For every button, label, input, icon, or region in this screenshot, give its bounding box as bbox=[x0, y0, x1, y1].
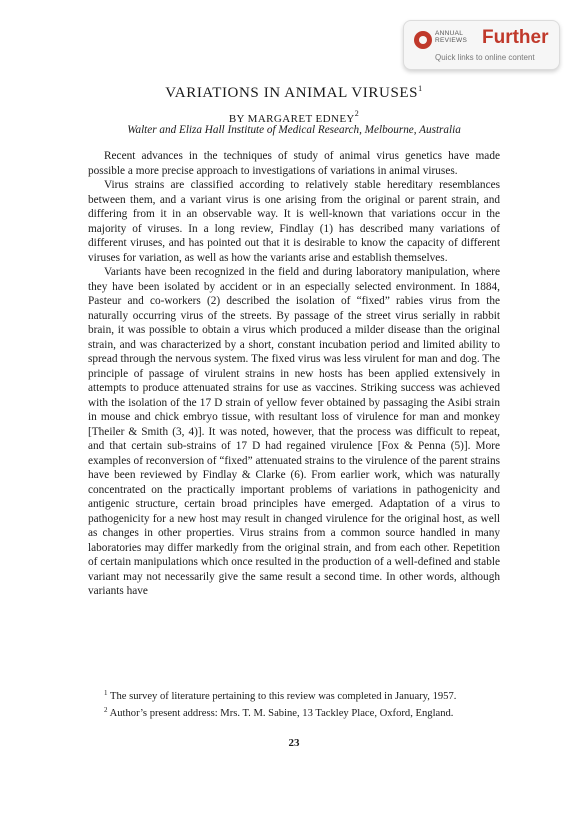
badge-publisher-name: ANNUAL REVIEWS bbox=[435, 30, 468, 44]
paragraph: Recent advances in the techniques of study of animal virus genetics have made possible a more precise approach to investigations of variations in animal viruses. bbox=[88, 150, 500, 177]
badge-subtitle: Quick links to online content bbox=[435, 53, 535, 62]
article-body bbox=[88, 149, 500, 599]
article-author: BY MARGARET EDNEY$^2$ bbox=[228, 109, 360, 125]
paragraph: Variants have been recognized in the field and during laboratory manipulation, where they have been isolated by accident or in an especially selected environment. In 1884, Pasteur and co-workers (2) described the isolation of “fixed” rabies virus from the naturally occurring virus of the streets. By passage of the street virus serially in rabbit brain, it was possible to obtain a virus which produced a milder disease than the original strain, and was characterized by a short, constant incubation period and limited ability to spread through the nervous system. The fixed virus was less virulent for man and dog. The principle of passage of virulent strains in new hosts has been applied extensively in attempts to produce attenuated strains for use as vaccines. Striking success was achieved with the isolation of the 17 D strain of yellow fever obtained by passaging the Asibi strain in mouse and chick embryo tissue, with resultant loss of virulence for man and monkey [Theiler & Smith (3, 4)]. It was noted, however, that the process was difficult to repeat, and that certain sub-strains of 17 D had regained virulence [Fox & Penna (5)]. More examples of reconversion of “fixed” attenuated strains to the virulence of the parent strains have been reviewed by Findlay & Clarke (6). From earlier work, which was naturally concentrated on the practically important problems of variations in pathogenicity and antigenic structure, certain broad principles have emerged. Adaptation of a virus to pathogenicity for a new host may result in changed virulence for the original host, as well as changes in other properties. Virus strains from a common source handled in many laboratories may differ markedly from the original strain, and from each other. Repetition of certain manipulations which once resulted in the production of a well-defined and stable variant may not necessarily give the same result a second time. In other words, although variants have bbox=[88, 266, 500, 597]
footnote-mark: 2 bbox=[104, 705, 108, 714]
author-footnote-mark: 2 bbox=[354, 109, 360, 118]
page-number: 23 bbox=[288, 737, 300, 749]
annual-reviews-logo-icon bbox=[414, 31, 432, 49]
title-footnote-mark: 1 bbox=[418, 84, 423, 93]
author-affiliation: Walter and Eliza Hall Institute of Medical Research, Melbourne, Australia bbox=[127, 124, 461, 136]
footnote-mark: 1 bbox=[104, 689, 108, 697]
paragraph: Virus strains are classified according to relatively stable hereditary resemblances between them, and a variant virus is one arising from the original or parent strain, and differing from it in an observable way. It is well-known that variations occur in the majority of viruses. In a long review, Findlay (1) has described many variations of different viruses, and has pointed out that it is desirable to know the capacity of different viruses for variation, as well as how the variants arise and establish themselves. bbox=[88, 179, 500, 264]
article-title: VARIATIONS IN ANIMAL VIRUSES$^1$ bbox=[165, 84, 423, 101]
footnotes bbox=[88, 687, 500, 720]
footnote: $^2$ Author’s present address: Mrs. T. M. Sabine, 13 Tackley Place, Oxford, England. bbox=[104, 705, 454, 719]
footnote: $^1$ The survey of literature pertaining to this review was completed in January, 1957. bbox=[104, 689, 457, 702]
further-links-badge[interactable] bbox=[403, 20, 560, 70]
badge-further-label: Further bbox=[482, 27, 549, 48]
